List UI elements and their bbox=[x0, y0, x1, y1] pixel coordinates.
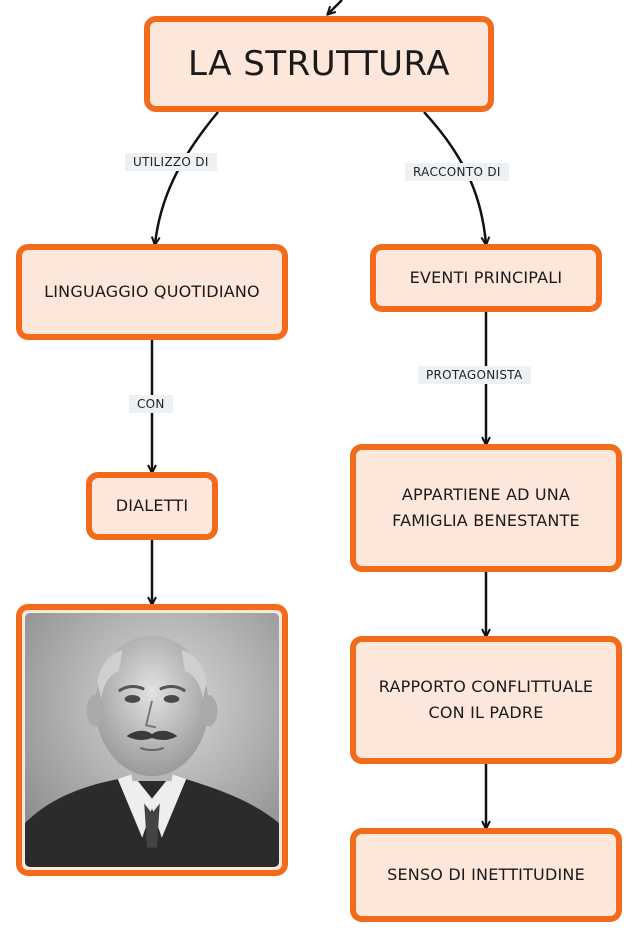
node-senso-inettitudine bbox=[350, 828, 622, 922]
node-appartiene-famiglia bbox=[350, 444, 622, 572]
portrait-image bbox=[25, 613, 279, 867]
node-senso-inettitudine-text: SENSO DI INETTITUDINE bbox=[387, 865, 585, 884]
node-eventi-principali bbox=[370, 244, 602, 312]
node-rapporto-line1: RAPPORTO CONFLITTUALE bbox=[378, 677, 594, 696]
portrait-photo bbox=[16, 604, 288, 876]
node-linguaggio-quotidiano-text: LINGUAGGIO QUOTIDIANO bbox=[44, 282, 260, 301]
node-appartiene-line1: APPARTIENE AD UNA bbox=[401, 485, 571, 504]
node-dialetti-text: DIALETTI bbox=[115, 496, 189, 515]
node-la-struttura bbox=[144, 16, 494, 112]
node-rapporto-line2: CON IL PADRE bbox=[428, 703, 544, 722]
link-label-utilizzo-di: UTILIZZO DI bbox=[125, 153, 217, 171]
link-label-protagonista: PROTAGONISTA bbox=[418, 366, 531, 384]
link-label-con: CON bbox=[129, 395, 173, 413]
connector-title-to-linguaggio bbox=[155, 112, 218, 244]
node-la-struttura-text: LA STRUTTURA bbox=[188, 44, 450, 84]
node-eventi-principali-text: EVENTI PRINCIPALI bbox=[409, 268, 563, 287]
node-appartiene-line2: FAMIGLIA BENESTANTE bbox=[392, 511, 580, 530]
link-label-racconto-di: RACCONTO DI bbox=[405, 163, 509, 181]
node-linguaggio-quotidiano bbox=[16, 244, 288, 340]
connector-top-in bbox=[328, 0, 342, 14]
node-rapporto-conflittuale bbox=[350, 636, 622, 764]
node-dialetti bbox=[86, 472, 218, 540]
